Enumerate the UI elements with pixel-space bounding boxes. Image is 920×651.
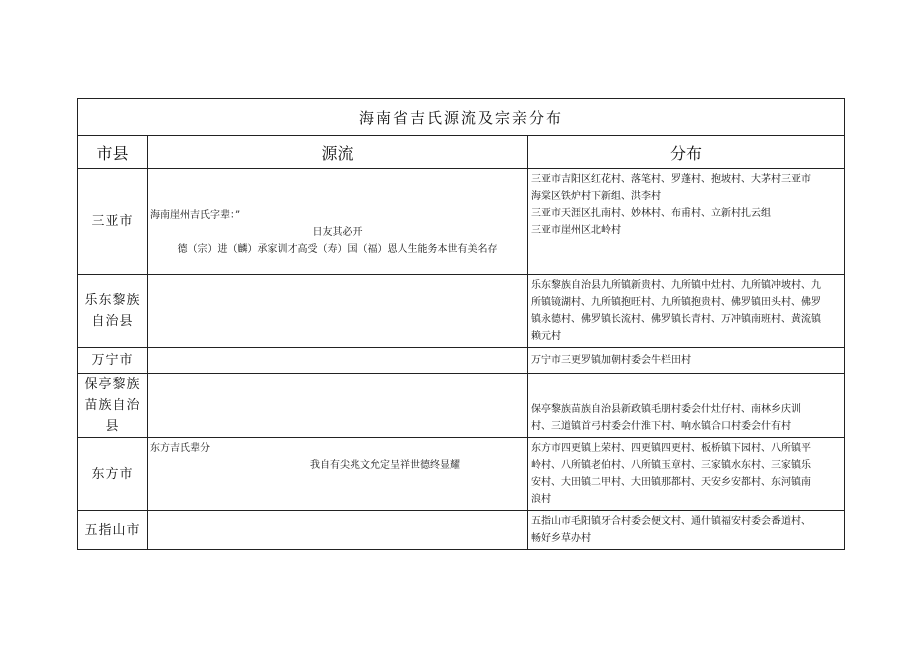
distribution-line: 三亚市天涯区扎南村、妙林村、布甫村、立新村扎云组: [531, 208, 771, 219]
source-line: 海南崖州吉氏字辈：”: [150, 210, 241, 221]
city-cell: 万宁市: [78, 348, 148, 374]
distribution-line: 万宁市三更罗镇加朝村委会牛栏田村: [531, 355, 691, 366]
table-row: [78, 511, 845, 550]
distribution-line: 东方市四更镇上荣村、四更镇四更村、板桥镇下园村、八所镇平: [531, 443, 811, 454]
city-cell: 东方市: [78, 438, 148, 511]
source-line: 东方吉氏辈分: [150, 443, 210, 454]
distribution-cell: [528, 348, 845, 374]
distribution-cell: [528, 374, 845, 438]
distribution-line: 村、三道镇首弓村委会什淮下村、响水镇合口村委会什有村: [531, 421, 791, 432]
table-row: [78, 374, 845, 438]
distribution-cell: [528, 511, 845, 550]
source-cell: [148, 275, 528, 348]
header-distribution: 分布: [528, 136, 845, 169]
source-line: 德（宗）进（麟）承家训才高受（寿）国（福）恩人生能务本世有美名存: [177, 244, 498, 255]
distribution-line: 镇永德村、佛罗镇长流村、佛罗镇长青村、万冲镇南班村、黄流镇: [531, 314, 821, 325]
distribution-line: 保亭黎族苗族自治县新政镇毛朋村委会什灶仔村、南林乡庆训: [531, 404, 801, 415]
distribution-line: 三亚市吉阳区红花村、落笔村、罗蓬村、抱坡村、大茅村三亚市: [531, 174, 811, 185]
distribution-line: 畅好乡草办村: [531, 533, 591, 544]
source-cell: [148, 169, 528, 275]
header-source: 源流: [148, 136, 528, 169]
source-cell: [148, 374, 528, 438]
source-cell: [148, 348, 528, 374]
distribution-line: 赖元村: [531, 331, 561, 342]
distribution-line: 浪村: [531, 494, 551, 505]
source-cell: [148, 438, 528, 511]
table-row: [78, 438, 845, 511]
city-cell: 五指山市: [78, 511, 148, 550]
distribution-line: 岭村、八所镇老伯村、八所镇玉章村、三家镇水东村、三家镇乐: [531, 460, 811, 471]
header-city: 市县: [78, 136, 148, 169]
source-line: 日友其必开: [312, 227, 363, 238]
source-line: 我自有尖兆文允定呈祥世德终显耀: [310, 460, 460, 471]
clan-distribution-table: [77, 98, 845, 550]
distribution-line: 乐东黎族自治县九所镇新贵村、九所镇中灶村、九所镇冲坡村、九: [531, 280, 821, 291]
distribution-line: 所镇镜湖村、九所镇抱旺村、九所镇抱贵村、佛罗镇田头村、佛罗: [531, 297, 821, 308]
source-cell: [148, 511, 528, 550]
distribution-cell: [528, 169, 845, 275]
table-row: [78, 348, 845, 374]
table-row: [78, 169, 845, 275]
distribution-line: 五指山市毛阳镇牙合村委会便文村、通什镇福安村委会番道村、: [531, 516, 811, 527]
city-cell: 保亭黎族苗族自治县: [78, 374, 148, 438]
distribution-line: 海棠区铁炉村下新组、洪李村: [531, 191, 661, 202]
distribution-line: 安村、大田镇二甲村、大田镇那都村、天安乡安都村、东河镇南: [531, 477, 811, 488]
city-cell: 乐东黎族自治县: [78, 275, 148, 348]
distribution-cell: [528, 438, 845, 511]
table-title: 海南省吉氏源流及宗亲分布: [78, 99, 845, 136]
city-cell: 三亚市: [78, 169, 148, 275]
distribution-cell: [528, 275, 845, 348]
distribution-line: 三亚市崖州区北岭村: [531, 225, 621, 236]
table-row: [78, 275, 845, 348]
